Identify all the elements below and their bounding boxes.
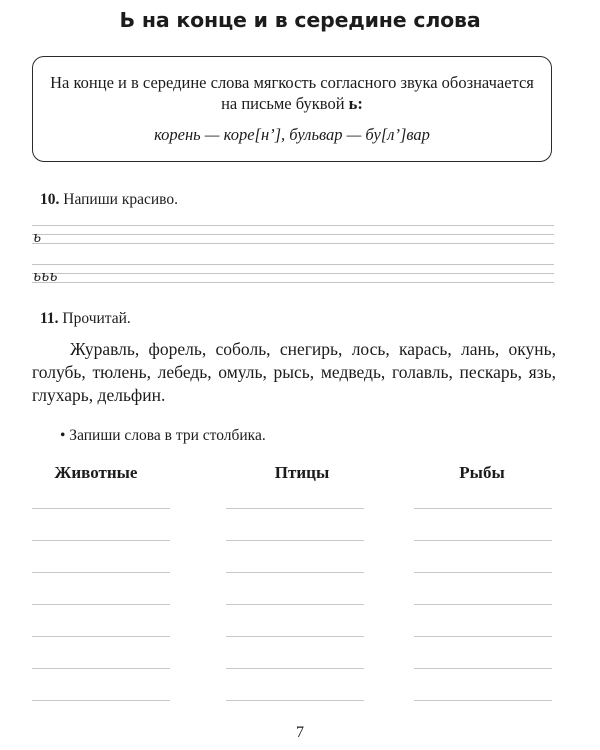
handwriting-row-2[interactable] [32,262,554,288]
page-number: 7 [296,724,304,741]
writing-column-birds[interactable] [226,508,364,732]
exercise-10-instruction: Напиши красиво. [63,191,178,208]
writing-column-animals[interactable] [32,508,170,732]
handwriting-sample-2: ььь [33,267,58,285]
column-header-animals: Животные [54,463,138,482]
exercise-11-number: 11. [40,310,59,327]
rule-letter: ь: [348,94,363,113]
writing-column-fish[interactable] [414,508,552,732]
rule-example: корень — коре[н’], бульвар — бу[л’]вар [154,125,430,144]
exercise-11-instruction: Прочитай. [62,310,131,327]
page-title: Ь на конце и в середине слова [119,8,481,32]
rule-statement: На конце и в середине слова мягкость согласного звука обозначается на письме буквой ь: [50,73,534,113]
rule-box [32,56,552,162]
handwriting-sample-1: ь [33,228,42,246]
exercise-10-header [40,191,178,209]
column-header-fish: Рыбы [459,463,505,482]
column-header-birds: Птицы [274,463,330,482]
word-list: Журавль, форель, соболь, снегирь, лось, карась, лань, окунь, голубь, тюлень, лебедь, омуль, рысь, медведь, голавль, пескарь, язь, глухарь, дельфин. [32,339,556,405]
task-instruction: • Запиши слова в три столбика. [60,427,266,444]
handwriting-row-1[interactable] [32,223,554,249]
exercise-11-header [40,310,131,328]
rule-text [43,72,541,114]
exercise-10-number: 10. [40,191,60,208]
